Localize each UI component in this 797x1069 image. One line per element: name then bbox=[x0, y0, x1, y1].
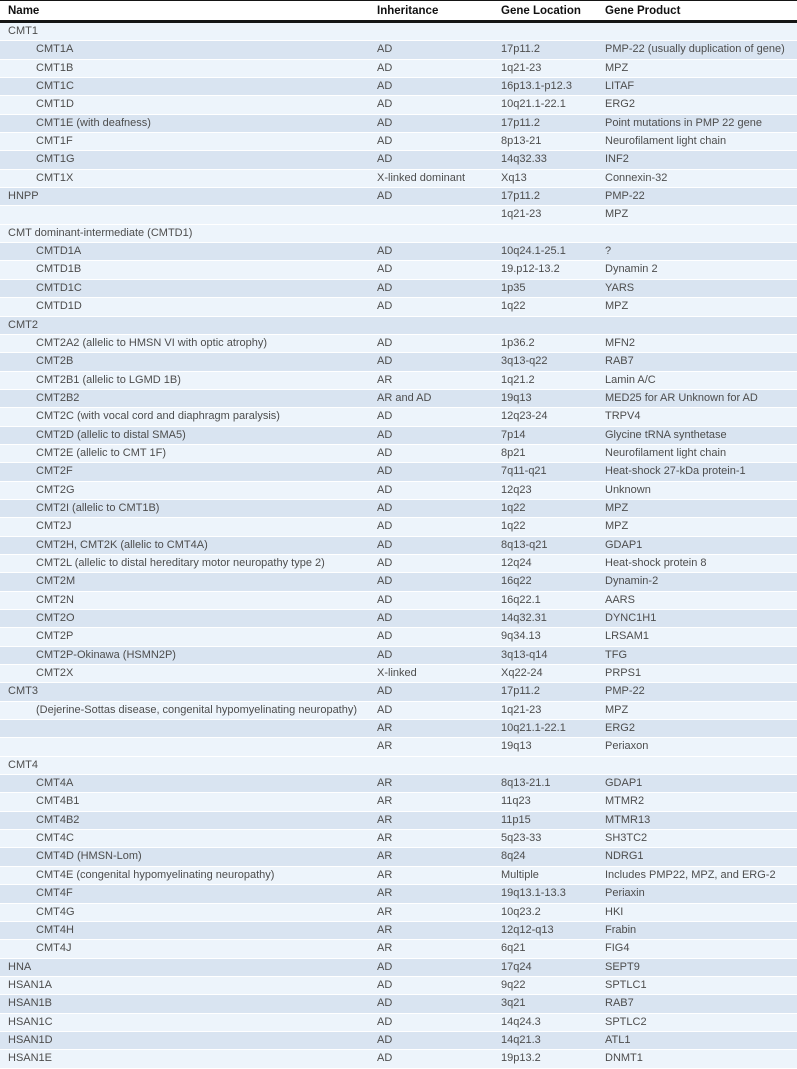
cell-inheritance: AD bbox=[377, 1033, 393, 1046]
column-header-gene-location: Gene Location bbox=[501, 4, 581, 17]
table-row bbox=[0, 995, 797, 1013]
cell-inheritance bbox=[376, 757, 500, 774]
cell-name: CMT4 bbox=[8, 758, 38, 771]
table-row bbox=[0, 170, 797, 188]
cell-name: CMT4C bbox=[36, 832, 74, 845]
cell-gene-location: 1q22 bbox=[501, 520, 526, 533]
cell-gene-product: MPZ bbox=[605, 61, 629, 74]
cell-name: CMT1C bbox=[36, 80, 74, 93]
cell-name: CMT1 bbox=[8, 25, 38, 37]
cell-gene-location: 14q32.33 bbox=[501, 153, 547, 166]
cell-gene-product: DNMT1 bbox=[605, 1052, 643, 1065]
cell-name: CMT4D (HMSN-Lom) bbox=[36, 850, 142, 863]
table-row bbox=[0, 78, 797, 96]
cell-gene-product: MPZ bbox=[605, 208, 629, 221]
table-row bbox=[0, 683, 797, 701]
cell-name: CMT2B bbox=[36, 355, 74, 368]
cell-gene-product bbox=[604, 757, 797, 774]
table-row bbox=[0, 445, 797, 463]
cell-name: CMT1G bbox=[36, 153, 75, 166]
cell-inheritance: AR bbox=[377, 373, 393, 386]
table-row bbox=[0, 261, 797, 279]
cell-gene-product: GDAP1 bbox=[605, 777, 643, 790]
column-header-name: Name bbox=[8, 4, 40, 17]
cell-inheritance: AD bbox=[377, 960, 393, 973]
table-row bbox=[0, 720, 797, 738]
cell-name: CMT2E (allelic to CMT 1F) bbox=[36, 446, 166, 459]
cell-name: CMT2D (allelic to distal SMA5) bbox=[36, 428, 186, 441]
table-row bbox=[0, 610, 797, 628]
cell-gene-location: 17p11.2 bbox=[501, 116, 540, 129]
cell-inheritance bbox=[376, 23, 500, 40]
cell-gene-location: 10q23.2 bbox=[501, 905, 541, 918]
table-header-row bbox=[0, 0, 797, 23]
cell-inheritance: AD bbox=[377, 612, 393, 624]
cell-gene-location: 5q23-33 bbox=[501, 832, 542, 845]
cell-name: CMT3 bbox=[8, 685, 38, 698]
table-row bbox=[0, 518, 797, 536]
table-row bbox=[0, 115, 797, 133]
table-row bbox=[0, 500, 797, 518]
cell-gene-location: 9q34.13 bbox=[501, 630, 541, 643]
cell-inheritance: AD bbox=[377, 43, 393, 56]
cell-inheritance: AR bbox=[377, 813, 393, 826]
table-row bbox=[0, 206, 797, 224]
cell-name: (Dejerine-Sottas disease, congenital hypomyelinating neuropathy) bbox=[36, 703, 358, 716]
table-row bbox=[0, 133, 797, 151]
cell-name: CMT1E (with deafness) bbox=[36, 116, 151, 129]
cell-gene-location: 19q13 bbox=[501, 391, 532, 404]
cell-name: CMT2J bbox=[36, 520, 72, 533]
column-header-gene-product: Gene Product bbox=[605, 4, 681, 17]
cell-gene-product: TFG bbox=[605, 648, 627, 661]
cell-gene-location: 1q21-23 bbox=[501, 208, 542, 221]
cell-gene-product: Glycine tRNA synthetase bbox=[605, 428, 727, 441]
group-header-row bbox=[0, 317, 797, 335]
group-header-row bbox=[0, 225, 797, 243]
cell-inheritance: AD bbox=[377, 300, 393, 313]
cell-name: CMT4F bbox=[36, 887, 73, 900]
cell-name: CMT2B1 (allelic to LGMD 1B) bbox=[36, 373, 181, 386]
cell-name: CMT4B2 bbox=[36, 813, 80, 826]
cell-gene-location: 1q21.2 bbox=[501, 373, 535, 386]
cell-gene-location: 1q22 bbox=[501, 300, 526, 313]
cell-gene-location: 12q23-24 bbox=[501, 410, 548, 423]
cell-gene-product: Neurofilament light chain bbox=[605, 446, 727, 459]
cell-inheritance: AD bbox=[377, 190, 393, 203]
table-row bbox=[0, 647, 797, 665]
cell-name: CMT2I (allelic to CMT1B) bbox=[36, 501, 160, 514]
cell-gene-product: Periaxon bbox=[605, 740, 649, 753]
table-row bbox=[0, 885, 797, 903]
cell-gene-location: 1q21-23 bbox=[501, 703, 542, 716]
cell-gene-product: Point mutations in PMP 22 gene bbox=[605, 116, 762, 129]
cell-inheritance: AD bbox=[377, 428, 393, 441]
cell-inheritance: AD bbox=[377, 703, 393, 716]
cell-name: CMT2P-Okinawa (HSMN2P) bbox=[36, 648, 176, 661]
cell-name: CMTD1A bbox=[36, 245, 82, 258]
table-row bbox=[0, 390, 797, 408]
cell-gene-location: 8p13-21 bbox=[501, 135, 542, 148]
cell-name: HSAN1E bbox=[8, 1052, 53, 1065]
cell-name: HNPP bbox=[8, 190, 39, 203]
cell-gene-product: Periaxin bbox=[605, 887, 645, 900]
cell-gene-product bbox=[604, 23, 797, 40]
cell-gene-product: Heat-shock protein 8 bbox=[605, 556, 707, 569]
cell-inheritance bbox=[376, 317, 500, 334]
table-row bbox=[0, 702, 797, 720]
cell-inheritance: AR bbox=[377, 905, 393, 918]
table-row bbox=[0, 96, 797, 114]
cell-gene-product: DYNC1H1 bbox=[605, 612, 657, 624]
cell-inheritance: AD bbox=[377, 575, 393, 588]
cell-name: CMT2O bbox=[36, 612, 75, 624]
table-row bbox=[0, 592, 797, 610]
cell-gene-location: 17q24 bbox=[501, 960, 532, 973]
table-row bbox=[0, 408, 797, 426]
cell-gene-product: SPTLC1 bbox=[605, 978, 647, 991]
cell-gene-location: 14q21.3 bbox=[501, 1033, 541, 1046]
cell-inheritance: AD bbox=[377, 116, 393, 129]
cell-gene-location: 12q12-q13 bbox=[501, 923, 554, 936]
cell-gene-product: NDRG1 bbox=[605, 850, 644, 863]
cell-gene-location: 16p13.1-p12.3 bbox=[501, 80, 572, 93]
cell-inheritance: AR bbox=[377, 923, 393, 936]
cell-name: CMT4B1 bbox=[36, 795, 80, 808]
table-row bbox=[0, 482, 797, 500]
table-row bbox=[0, 959, 797, 977]
cell-gene-product: SEPT9 bbox=[605, 960, 640, 973]
cell-inheritance: AD bbox=[377, 538, 393, 551]
cell-gene-location: 6q21 bbox=[501, 942, 526, 955]
cell-gene-product: ATL1 bbox=[605, 1033, 631, 1046]
table-row bbox=[0, 60, 797, 78]
table-row bbox=[0, 335, 797, 353]
cell-gene-location: Xq22-24 bbox=[501, 667, 543, 680]
table-row bbox=[0, 738, 797, 756]
cell-gene-location bbox=[500, 225, 604, 242]
table-body bbox=[0, 23, 797, 1069]
cell-name: CMTD1C bbox=[36, 281, 82, 294]
table-row bbox=[0, 628, 797, 646]
cell-gene-product: PMP-22 bbox=[605, 190, 645, 203]
cell-name: HNA bbox=[8, 960, 32, 973]
table-row bbox=[0, 463, 797, 481]
cell-gene-location: 12q24 bbox=[501, 556, 532, 569]
cell-gene-location: 19.p12-13.2 bbox=[501, 263, 560, 276]
cell-name: CMT2 bbox=[8, 318, 38, 331]
cell-inheritance: AR bbox=[377, 868, 393, 881]
table-row bbox=[0, 41, 797, 59]
cell-gene-product: GDAP1 bbox=[605, 538, 643, 551]
cell-name: CMT4G bbox=[36, 905, 75, 918]
cell-inheritance: AD bbox=[377, 355, 393, 368]
cell-name: CMT4A bbox=[36, 777, 74, 790]
cell-gene-location: 16q22.1 bbox=[501, 593, 541, 606]
cell-inheritance: AR and AD bbox=[377, 391, 432, 404]
cell-inheritance: AD bbox=[377, 520, 393, 533]
cell-inheritance: AD bbox=[377, 153, 393, 166]
cell-gene-location: 14q24.3 bbox=[501, 1015, 541, 1028]
cell-gene-location: 17p11.2 bbox=[501, 190, 540, 203]
cell-gene-product: INF2 bbox=[605, 153, 629, 166]
cell-gene-location: 3q13-q22 bbox=[501, 355, 548, 368]
table-row bbox=[0, 537, 797, 555]
cell-inheritance: AD bbox=[377, 61, 393, 74]
cell-name: HSAN1B bbox=[8, 997, 53, 1010]
cell-name: CMT2C (with vocal cord and diaphragm paralysis) bbox=[36, 410, 280, 423]
cell-gene-product: RAB7 bbox=[605, 997, 634, 1010]
cell-inheritance: AD bbox=[377, 80, 393, 93]
cell-gene-product: LITAF bbox=[605, 80, 635, 93]
cell-gene-location: 1q21-23 bbox=[501, 61, 542, 74]
cell-gene-location: 8q13-q21 bbox=[501, 538, 548, 551]
cell-inheritance: AD bbox=[377, 997, 393, 1010]
cell-name: CMT2P bbox=[36, 630, 74, 643]
cell-inheritance: AR bbox=[377, 795, 393, 808]
cell-gene-product: SPTLC2 bbox=[605, 1015, 647, 1028]
cell-gene-product: Heat-shock 27-kDa protein-1 bbox=[605, 465, 746, 478]
cell-gene-product: PRPS1 bbox=[605, 667, 642, 680]
cell-gene-product: Dynamin 2 bbox=[605, 263, 658, 276]
cell-gene-product: Neurofilament light chain bbox=[605, 135, 727, 148]
table-row bbox=[0, 848, 797, 866]
cell-name: CMT2H, CMT2K (allelic to CMT4A) bbox=[36, 538, 208, 551]
cell-gene-location bbox=[500, 23, 604, 40]
cell-gene-product: MPZ bbox=[605, 300, 629, 313]
cell-name bbox=[0, 206, 376, 223]
cell-name: CMTD1B bbox=[36, 263, 82, 276]
table-row bbox=[0, 298, 797, 316]
table-row bbox=[0, 665, 797, 683]
cell-gene-product: MFN2 bbox=[605, 336, 635, 349]
cell-inheritance: AD bbox=[377, 685, 393, 698]
cell-name bbox=[0, 720, 376, 737]
cell-gene-product: PMP-22 bbox=[605, 685, 645, 698]
table-row bbox=[0, 977, 797, 995]
cell-gene-product: Dynamin-2 bbox=[605, 575, 659, 588]
cell-gene-product: Unknown bbox=[605, 483, 651, 496]
table-row bbox=[0, 775, 797, 793]
cell-gene-product: MED25 for AR Unknown for AD bbox=[605, 391, 758, 404]
table-row bbox=[0, 793, 797, 811]
cell-inheritance: AR bbox=[377, 850, 393, 863]
cell-inheritance: AD bbox=[377, 281, 393, 294]
group-header-row bbox=[0, 757, 797, 775]
cell-name bbox=[0, 738, 376, 755]
cell-gene-product: Lamin A/C bbox=[605, 373, 656, 386]
cell-name: CMT2G bbox=[36, 483, 75, 496]
cell-gene-product: Connexin-32 bbox=[605, 171, 668, 184]
cell-name: HSAN1A bbox=[8, 978, 53, 991]
cell-gene-product: PMP-22 (usually duplication of gene) bbox=[605, 43, 785, 56]
cell-gene-product: HKI bbox=[605, 905, 624, 918]
table-row bbox=[0, 830, 797, 848]
cell-gene-product: Frabin bbox=[605, 923, 637, 936]
cell-gene-location: 17p11.2 bbox=[501, 685, 540, 698]
cell-name: CMT2B2 bbox=[36, 391, 80, 404]
cell-gene-location: 9q22 bbox=[501, 978, 526, 991]
cell-name: CMT2M bbox=[36, 575, 76, 588]
cell-gene-location: 10q24.1-25.1 bbox=[501, 245, 566, 258]
cell-gene-product: MTMR13 bbox=[605, 813, 651, 826]
cell-gene-location: 3q21 bbox=[501, 997, 526, 1010]
cell-gene-product: SH3TC2 bbox=[605, 832, 648, 845]
cell-gene-location bbox=[500, 757, 604, 774]
cell-gene-location: 7p14 bbox=[501, 428, 526, 441]
cell-gene-product bbox=[604, 317, 797, 334]
cell-gene-product: ERG2 bbox=[605, 722, 635, 735]
cell-name: CMT2A2 (allelic to HMSN VI with optic atrophy) bbox=[36, 336, 268, 349]
cell-name: CMT4J bbox=[36, 942, 72, 955]
cell-gene-location: Multiple bbox=[501, 868, 539, 881]
table-row bbox=[0, 867, 797, 885]
cell-name: CMT2L (allelic to distal hereditary motor neuropathy type 2) bbox=[36, 556, 325, 569]
cell-gene-product: MPZ bbox=[605, 501, 629, 514]
cell-gene-location: 19q13.1-13.3 bbox=[501, 887, 566, 900]
cell-inheritance: AR bbox=[377, 942, 393, 955]
cell-gene-location: Xq13 bbox=[501, 171, 527, 184]
cell-inheritance bbox=[376, 206, 500, 223]
cell-inheritance: AD bbox=[377, 501, 393, 514]
table-row bbox=[0, 812, 797, 830]
cell-name: CMT2N bbox=[36, 593, 74, 606]
cell-inheritance: AD bbox=[377, 336, 393, 349]
cell-gene-product: MPZ bbox=[605, 703, 629, 716]
group-header-row bbox=[0, 23, 797, 41]
cell-gene-location: 19p13.2 bbox=[501, 1052, 541, 1065]
cell-gene-location: 8p21 bbox=[501, 446, 526, 459]
table-row bbox=[0, 353, 797, 371]
cell-name: CMT2X bbox=[36, 667, 74, 680]
table-row bbox=[0, 573, 797, 591]
cell-gene-location: 8q24 bbox=[501, 850, 526, 863]
cell-inheritance: AD bbox=[377, 648, 393, 661]
cell-inheritance: AD bbox=[377, 465, 393, 478]
cell-gene-location: 10q21.1-22.1 bbox=[501, 98, 566, 111]
cell-inheritance: AD bbox=[377, 593, 393, 606]
cell-name: CMT2F bbox=[36, 465, 73, 478]
cell-gene-location: 3q13-q14 bbox=[501, 648, 548, 661]
cell-name: CMT dominant-intermediate (CMTD1) bbox=[8, 226, 193, 239]
cell-inheritance: X-linked bbox=[377, 667, 417, 680]
table-row bbox=[0, 940, 797, 958]
table-row bbox=[0, 372, 797, 390]
cell-gene-product: RAB7 bbox=[605, 355, 634, 368]
cell-inheritance bbox=[376, 225, 500, 242]
cell-inheritance: AR bbox=[377, 740, 393, 753]
cell-name: HSAN1C bbox=[8, 1015, 53, 1028]
cell-inheritance: AD bbox=[377, 446, 393, 459]
cell-inheritance: AD bbox=[377, 630, 393, 643]
cell-name: CMTD1D bbox=[36, 300, 82, 313]
cell-gene-location: 10q21.1-22.1 bbox=[501, 722, 566, 735]
cell-gene-product: ? bbox=[605, 245, 612, 258]
cell-name: CMT4H bbox=[36, 923, 74, 936]
cell-name: CMT4E (congenital hypomyelinating neuropathy) bbox=[36, 868, 275, 881]
table-row bbox=[0, 1032, 797, 1050]
table-row bbox=[0, 1050, 797, 1068]
cell-gene-location: 11q23 bbox=[501, 795, 531, 808]
cell-inheritance: AD bbox=[377, 556, 393, 569]
cell-gene-product: LRSAM1 bbox=[605, 630, 650, 643]
cell-gene-product: Includes PMP22, MPZ, and ERG-2 bbox=[605, 868, 776, 881]
column-header-inheritance: Inheritance bbox=[377, 4, 439, 17]
table-row bbox=[0, 280, 797, 298]
cell-gene-location: 12q23 bbox=[501, 483, 532, 496]
cell-name: CMT1F bbox=[36, 135, 73, 148]
cell-inheritance: X-linked dominant bbox=[377, 171, 466, 184]
cell-inheritance: AD bbox=[377, 135, 393, 148]
cell-gene-location: 8q13-21.1 bbox=[501, 777, 551, 790]
cell-inheritance: AR bbox=[377, 887, 393, 900]
table-row bbox=[0, 243, 797, 261]
table-row bbox=[0, 1014, 797, 1032]
cell-gene-product: YARS bbox=[605, 281, 635, 294]
cell-gene-product: MTMR2 bbox=[605, 795, 645, 808]
cell-inheritance: AD bbox=[377, 98, 393, 111]
table-row bbox=[0, 555, 797, 573]
cell-name: CMT1X bbox=[36, 171, 74, 184]
table-row bbox=[0, 922, 797, 940]
cell-gene-location: 1p35 bbox=[501, 281, 526, 294]
cell-name: CMT1D bbox=[36, 98, 74, 111]
cell-gene-product: ERG2 bbox=[605, 98, 635, 111]
cell-gene-location: 1q22 bbox=[501, 501, 526, 514]
cell-inheritance: AD bbox=[377, 483, 393, 496]
cell-inheritance: AD bbox=[377, 245, 393, 258]
cell-gene-location: 1p36.2 bbox=[501, 336, 535, 349]
cell-name: CMT1A bbox=[36, 43, 74, 56]
cell-inheritance: AR bbox=[377, 777, 393, 790]
cell-gene-product bbox=[604, 225, 797, 242]
cell-gene-location: 14q32.31 bbox=[501, 612, 547, 624]
table-row bbox=[0, 904, 797, 922]
cell-gene-location: 17p11.2 bbox=[501, 43, 540, 56]
cell-inheritance: AR bbox=[377, 832, 393, 845]
cell-inheritance: AR bbox=[377, 722, 393, 735]
cell-gene-product: AARS bbox=[605, 593, 635, 606]
cell-gene-location: 11p15 bbox=[501, 813, 531, 826]
cell-inheritance: AD bbox=[377, 410, 393, 423]
cell-name: CMT1B bbox=[36, 61, 74, 74]
cell-gene-product: MPZ bbox=[605, 520, 629, 533]
table-row bbox=[0, 427, 797, 445]
cell-gene-product: TRPV4 bbox=[605, 410, 641, 423]
cell-gene-location: 16q22 bbox=[501, 575, 532, 588]
cell-inheritance: AD bbox=[377, 1015, 393, 1028]
cell-gene-location: 19q13 bbox=[501, 740, 532, 753]
cell-gene-location bbox=[500, 317, 604, 334]
cell-gene-location: 7q11-q21 bbox=[501, 465, 547, 478]
cell-name: HSAN1D bbox=[8, 1033, 53, 1046]
cell-inheritance: AD bbox=[377, 263, 393, 276]
table-row bbox=[0, 151, 797, 169]
table-row bbox=[0, 188, 797, 206]
cell-inheritance: AD bbox=[377, 978, 393, 991]
cell-gene-product: FIG4 bbox=[605, 942, 630, 955]
cell-inheritance: AD bbox=[377, 1052, 393, 1065]
